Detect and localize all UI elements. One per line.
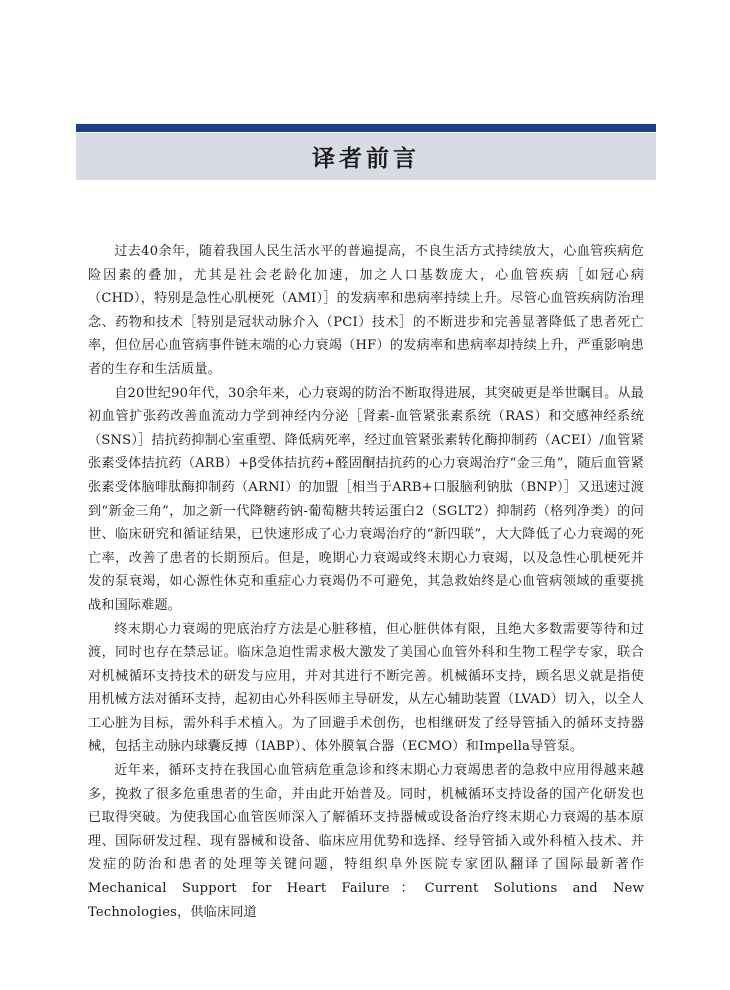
body-text	[88, 240, 644, 924]
paragraph-3: 终末期心力衰竭的兜底治疗方法是心脏移植，但心脏供体有限，且绝大多数需要等待和过渡，同时也存在禁忌证。临床急迫性需求极大激发了美国心血管外科和生物工程学专家，联合对机械循环支持技术的研发与应用，并对其进行不断完善。机械循环支持，顾名思义就是指使用机械方法对循环支持，起初由心外科医师主导研发，从左心辅助装置（LVAD）切入，以全人工心脏为目标，需外科手术植入。为了回避手术创伤，也相继研发了经导管插入的循环支持器械，包括主动脉内球囊反搏（IABP）、体外膜氧合器（ECMO）和Impella导管泵。	[88, 621, 644, 755]
header-rule	[76, 124, 656, 132]
paragraph-4: 近年来，循环支持在我国心血管病危重急诊和终末期心力衰竭患者的急救中应用得越来越多，挽救了很多危重患者的生命，并由此开始普及。同时，机械循环支持设备的国产化研发也已取得突破。为使我国心血管医师深入了解循环支持器械或设备治疗终末期心力衰竭的基本原理、国际研发过程、现有器械和设备、临床应用优势和选择、经导管插入或外科植入技术、并发症的防治和患者的处理等关键问题，特组织阜外医院专家团队翻译了国际最新著作Mechanical Support for Heart Failure：Current Solutions and New Technologies，供临床同道	[88, 763, 644, 920]
paragraph-1: 过去40余年，随着我国人民生活水平的普遍提高，不良生活方式持续放大，心血管疾病危险因素的叠加，尤其是社会老龄化加速，加之人口基数庞大，心血管疾病［如冠心病（CHD），特别是急性心肌梗死（AMI）］的发病率和患病率持续上升。尽管心血管疾病防治理念、药物和技术［特别是冠状动脉介入（PCI）技术］的不断进步和完善显著降低了患者死亡率，但位居心血管病事件链末端的心力衰竭（HF）的发病率和患病率却持续上升，严重影响患者的生存和生活质量。	[88, 244, 644, 377]
page-title: 译者前言	[312, 145, 420, 172]
title-band	[76, 133, 656, 180]
paragraph-2: 自20世纪90年代，30余年来，心力衰竭的防治不断取得进展，其突破更是举世瞩目。从最初血管扩张药改善血流动力学到神经内分泌［肾素-血管紧张素系统（RAS）和交感神经系统（SNS）］拮抗药抑制心室重塑、降低病死率，经过血管紧张素转化酶抑制药（ACEI）/血管紧张素受体拮抗药（ARB）+β受体拮抗药+醛固酮拮抗药的心力衰竭治疗“金三角”，随后血管紧张素受体脑啡肽酶抑制药（ARNI）的加盟［相当于ARB+口服脑利钠肽（BNP）］又迅速过渡到“新金三角”，加之新一代降糖药钠-葡萄糖共转运蛋白2（SGLT2）抑制药（格列净类）的问世、临床研究和循证结果，已快速形成了心力衰竭治疗的“新四联”，大大降低了心力衰竭的死亡率，改善了患者的长期预后。但是，晚期心力衰竭或终末期心力衰竭，以及急性心肌梗死并发的泵衰竭，如心源性休克和重症心力衰竭仍不可避免，其急救始终是心血管病领域的重要挑战和国际难题。	[88, 385, 644, 613]
